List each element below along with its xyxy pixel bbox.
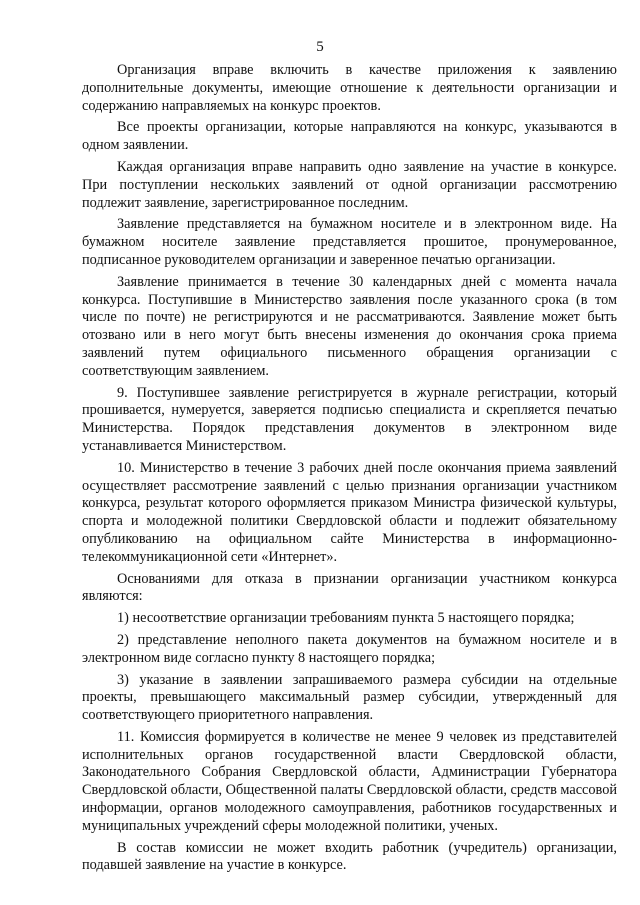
paragraph-acceptance-period: Заявление принимается в течение 30 календарных дней с момента начала конкурса. Поступившие в Министерство заявления после указанного срока (в том числе по почте) не регистрируются и не рассматриваются. Заявление может быть отозвано или в него могут быть внесены изменения до окончания срока приема заявлений путем официального письменного обращения организации с соответствующим заявлением. <box>82 273 617 379</box>
list-item-refusal-1: 1) несоответствие организации требованиям пункта 5 настоящего порядка; <box>117 610 575 627</box>
paragraph-item-10: 10. Министерство в течение 3 рабочих дней после окончания приема заявлений осуществляет рассмотрение заявлений с целью признания организации участником конкурса, результат которого оформляется приказом Министра физической культуры, спорта и молодежной политики Свердловской области и подлежит обязательному опубликованию на официальном сайте Министерства в информационно-телекоммуникационной сети «Интернет». <box>82 459 617 565</box>
paragraph-all-projects: Все проекты организации, которые направляются на конкурс, указываются в одном заявлении. <box>82 119 617 154</box>
page-number: 5 <box>316 39 324 55</box>
document-body <box>82 62 617 875</box>
paragraph-paper-electronic: Заявление представляется на бумажном носителе и в электронном виде. На бумажном носителе заявление представляется прошитое, пронумерованное, подписанное руководителем организации и заверенное печатью организации. <box>82 216 617 268</box>
paragraph-attachments: Организация вправе включить в качестве приложения к заявлению дополнительные документы, имеющие отношение к деятельности организации и содержанию направляемых на конкурс проектов. <box>82 62 617 114</box>
paragraph-refusal-grounds: Основаниями для отказа в признании организации участником конкурса являются: <box>82 570 617 605</box>
paragraph-one-application: Каждая организация вправе направить одно заявление на участие в конкурсе. При поступлении нескольких заявлений от одной организации рассмотрению подлежит заявление, зарегистрированное последним. <box>82 158 617 211</box>
paragraph-item-11: 11. Комиссия формируется в количестве не менее 9 человек из представителей исполнительных органов государственной власти Свердловской области, Законодательного Собрания Свердловской области, Администрации Губернатора Свердловской области, Общественной палаты Свердловской области, средств массовой информации, органов молодежного самоуправления, работников государственных и муниципальных учреждений сферы молодежной политики, ученых. <box>82 728 617 834</box>
paragraph-item-9: 9. Поступившее заявление регистрируется в журнале регистрации, который прошивается, нумеруется, заверяется подписью специалиста и скрепляется печатью Министерства. Порядок представления документов в электронном виде устанавливается Министерством. <box>82 384 617 454</box>
list-item-refusal-3: 3) указание в заявлении запрашиваемого размера субсидии на отдельные проекты, превышающего максимальный размер субсидии, утвержденный для соответствующего приоритетного направления. <box>82 671 617 724</box>
paragraph-commission-exclusion: В состав комиссии не может входить работник (учредитель) организации, подавшей заявление на участие в конкурсе. <box>82 839 617 874</box>
list-item-refusal-2: 2) представление неполного пакета документов на бумажном носителе и в электронном виде согласно пункту 8 настоящего порядка; <box>82 631 617 666</box>
